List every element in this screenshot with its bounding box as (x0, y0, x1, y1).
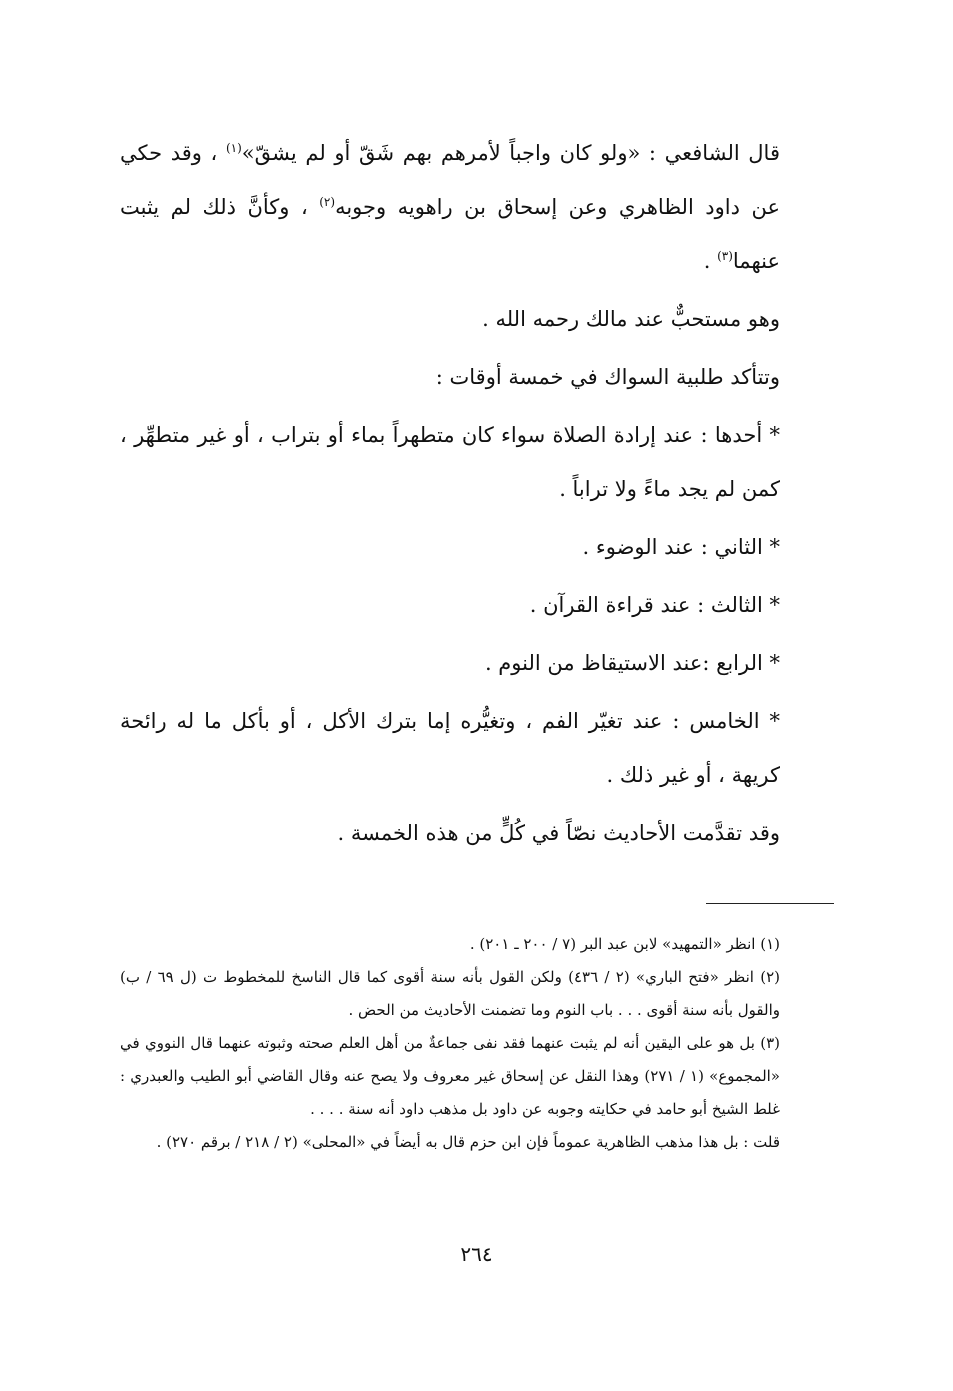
paragraph-malik: وهو مستحبٌّ عند مالك رحمه الله . (482, 307, 780, 331)
paragraph-five-times: وتتأكد طلبية السواك في خمسة أوقات : (435, 365, 780, 389)
footnote-ref-1[interactable]: (١) (225, 141, 242, 155)
footnote-separator (706, 903, 834, 904)
paragraph-shafii-quote: قال الشافعي : «ولو كان واجباً لأمرهم بهم شَقّ أو لم يشقّ»$^{(١)}$ ، وقد حكي عن داود الظاهري وعن إسحاق بن راهويه وجوبه$^{(٢)}$ ، وكأنَّ ذلك لم يثبت عنهما$^{(٣)}$ . (120, 141, 780, 273)
footnote-3: (٣) بل هو على اليقين أنه لم يثبت عنهما فقد نفى جماعةٌ من أهل العلم صحته وثبوته عنهما قال النووي في «المجموع» (١ / ٢٧١) وهذا النقل عن إسحاق غير معروف ولا يصح عنه وقال القاضي أبو الطيب والعبدري : غلط الشيخ أبو حامد في حكايته وجوبه عن داود بل مذهب داود أنه سنة . . . . (120, 1034, 780, 1118)
footnote-1: (١) انظر «التمهيد» لابن عبد البر (٧ / ٢٠٠ ـ ٢٠١) . (469, 935, 780, 953)
footnote-2: (٢) انظر «فتح الباري» (٢ / ٤٣٦) ولكن القول بأنه سنة أقوى كما قال الناسخ للمخطوط ت (ل ٦٩ / ب) والقول بأنه سنة أقوى . . . باب النوم وما تضمنت الأحاديث من الحض . (120, 968, 780, 1019)
footnote-3-continued: قلت : بل هذا مذهب الظاهرية عموماً فإن ابن حزم قال به أيضاً في «المحلى» (٢ / ٢١٨ / برقم ٢٧٠) . (156, 1133, 780, 1151)
list-item-fourth: * الرابع :عند الاستيقاظ من النوم . (484, 651, 780, 675)
list-item-fifth: * الخامس : عند تغيّر الفم ، وتغيُّره إما بترك الأكل ، أو بأكل ما له رائحة كريهة ، أو غير ذلك . (120, 709, 780, 787)
list-item-second: * الثاني : عند الوضوء . (582, 535, 780, 559)
footnote-ref-2[interactable]: (٢) (319, 195, 336, 209)
list-item-first: * أحدها : عند إرادة الصلاة سواء كان متطهراً بماء أو بتراب ، أو غير متطهِّر ، كمن لم يجد ماءً ولا تراباً . (120, 423, 780, 501)
page-number: ٢٦٤ (460, 1242, 493, 1266)
footnotes (120, 928, 834, 1159)
list-item-third: * الثالث : عند قراءة القرآن . (529, 593, 780, 617)
main-text (120, 126, 834, 864)
footnote-ref-3[interactable]: (٣) (717, 249, 733, 263)
paragraph-conclusion: وقد تقدَّمت الأحاديث نصّاً في كُلٍّ من هذه الخمسة . (337, 821, 780, 845)
